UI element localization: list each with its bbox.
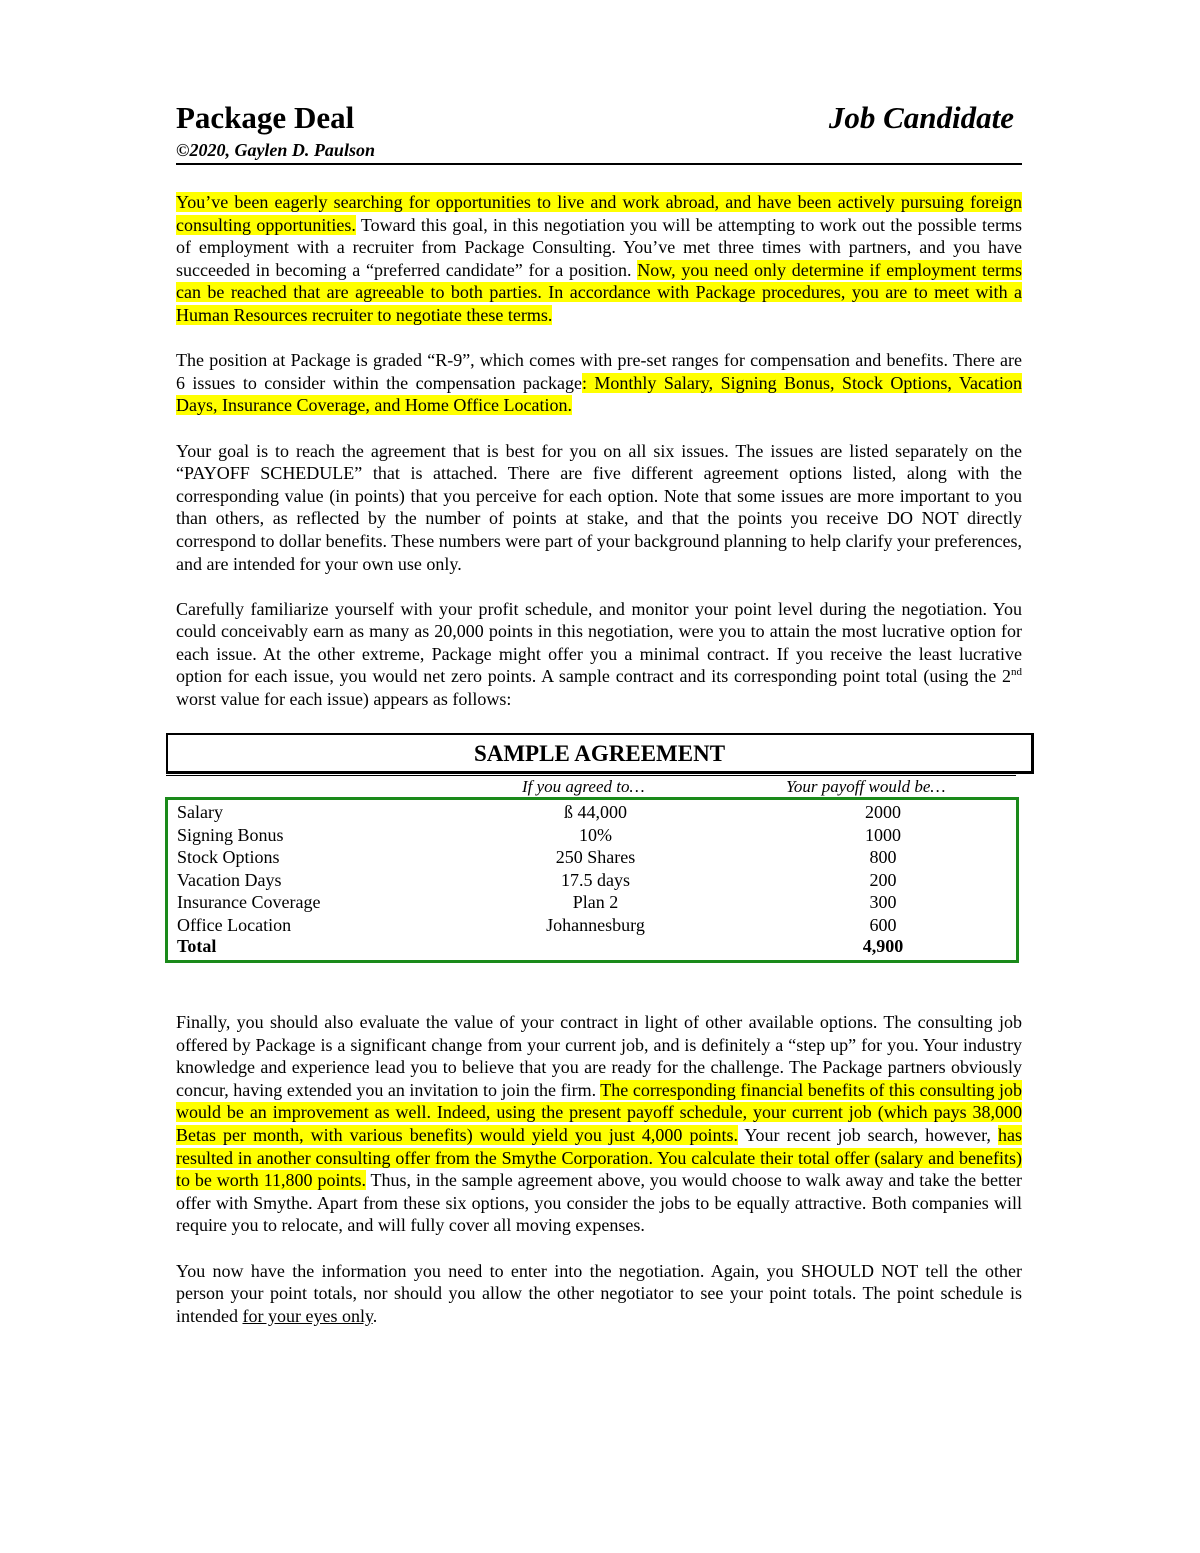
sample-agreement-header-box — [166, 733, 1034, 774]
closing-section — [176, 1011, 1022, 1327]
total-label: Total — [177, 936, 217, 956]
issue-cell: Stock Options — [177, 847, 280, 867]
document-page — [176, 98, 1022, 711]
paragraph-text: worst value for each issue) appears as follows: — [176, 689, 512, 710]
issue-cell: Vacation Days — [177, 869, 282, 890]
table-row — [168, 869, 1016, 892]
table-row — [168, 914, 1016, 937]
role-label: Job Candidate — [828, 100, 1014, 135]
copyright-line: ©2020, Gaylen D. Paulson — [176, 140, 375, 160]
table-row — [168, 824, 1016, 847]
paragraph-text: Carefully familiarize yourself with your profit schedule, and monitor your point level during the negotiation. You could conceivably earn as many as 20,000 points in this negotiation, were you to attain the most lucrative option for each issue. At the other extreme, Package might offer you a minimal contract. If you receive the least lucrative option for each issue, you would net zero points. A sample contract and its corresponding point total (using the 2 — [176, 598, 1022, 687]
table-row — [168, 801, 1016, 824]
closing-paragraph-2 — [176, 1260, 1022, 1328]
paragraph-text: Finally, you should also evaluate the value of your contract in light of other available options. The consulting job offered by Package is a significant change from your current job, and is definitely a “step up” for you. Your industry knowledge and experience lead you to believe that you are ready for the challenge. The Package partners obviously concur, having extended you an invitation to join the firm. — [176, 1012, 1022, 1100]
paragraph-text: You now have the information you need to enter into the negotiation. Again, you SHOULD NOT tell the other person your point totals, nor should you allow the other negotiator to see your point totals. The point schedule is intended — [176, 1260, 1022, 1326]
underlined-text: for your eyes only — [242, 1305, 373, 1326]
value-cell: Plan 2 — [572, 892, 619, 912]
column-header-agreed: If you agreed to… — [522, 777, 645, 796]
points-cell: 600 — [869, 914, 897, 935]
paragraph-text: Toward this goal, in this negotiation you will be attempting to work out the possible terms of employment with a recruiter from Package Consulting. You’ve met three times with partners, and you have succeeded in becoming a “preferred candidate” for a position. — [176, 214, 1022, 280]
highlighted-text: You’ve been eagerly searching for opportunities to live and work abroad, and have been actively pursuing foreign consulting opportunities. — [176, 192, 1022, 235]
value-cell: 10% — [579, 824, 612, 845]
table-row — [168, 846, 1016, 869]
header — [176, 98, 1022, 138]
points-cell: 1000 — [865, 824, 901, 845]
superscript: nd — [1011, 666, 1022, 679]
value-cell: ß 44,000 — [564, 802, 627, 822]
points-cell: 300 — [869, 892, 897, 912]
highlighted-text: has resulted in another consulting offer from the Smythe Corporation. You calculate their total offer (salary and benefits) to be worth 11,800 points. — [176, 1124, 1022, 1191]
paragraph-text: . — [372, 1305, 378, 1326]
table-row — [168, 891, 1016, 914]
document-title: Package Deal — [176, 100, 355, 135]
paragraph-text: Thus, in the sample agreement above, you would choose to walk away and take the better offer with Smythe. Apart from these six options, you consider the jobs to be equally attractive. Both companies will require you to relocate, and will fully cover all moving expenses. — [176, 1170, 1022, 1236]
intro-paragraph-3: Your goal is to reach the agreement that is best for you on all six issues. The issues are listed separately on the “PAYOFF SCHEDULE” that is attached. There are five different agreement options listed, along with the corresponding value (in points) that you perceive for each option. Note that some issues are more important to you than others, as reflected by the number of points at stake, and that the points you receive DO NOT directly correspond to dollar benefits. These numbers were part of your background planning to help clarify your preferences, and are intended for your own use only. — [176, 440, 1022, 574]
issue-cell: Insurance Coverage — [177, 892, 321, 912]
closing-paragraph-1 — [176, 1011, 1022, 1237]
value-cell: 17.5 days — [561, 869, 630, 890]
points-cell: 2000 — [865, 802, 901, 822]
intro-paragraph-2 — [176, 349, 1022, 417]
sample-agreement-table — [165, 797, 1019, 963]
issue-cell: Salary — [177, 802, 223, 822]
points-cell: 800 — [869, 847, 897, 867]
table-total-row — [168, 935, 1016, 958]
header-rule — [176, 163, 1022, 165]
value-cell: 250 Shares — [555, 847, 636, 867]
highlighted-text: : Monthly Salary, Signing Bonus, Stock Options, Vacation Days, Insurance Coverage, and Home Office Location. — [176, 372, 1022, 416]
sample-table-column-headers — [166, 775, 1016, 798]
intro-paragraph-1 — [176, 191, 1022, 327]
sample-agreement-title: SAMPLE AGREEMENT — [473, 741, 726, 766]
column-header-payoff: Your payoff would be… — [786, 777, 946, 796]
issue-cell: Signing Bonus — [177, 824, 284, 845]
highlighted-text: Now, you need only determine if employment terms can be reached that are agreeable to both parties. In accordance with Package procedures, you are to meet with a Human Resources recruiter to negotiate these terms. — [176, 259, 1022, 325]
intro-paragraph-4 — [176, 598, 1022, 711]
value-cell: Johannesburg — [546, 914, 645, 935]
highlighted-text: The corresponding financial benefits of this consulting job would be an improvement as well. Indeed, using the present payoff schedule, your current job (which pays 38,000 Betas per month, with various benefits) would yield you just 4,000 points. — [176, 1079, 1022, 1145]
points-cell: 200 — [869, 869, 897, 890]
paragraph-text: The position at Package is graded “R-9”, which comes with pre-set ranges for compensation and benefits. There are 6 issues to consider within the compensation package — [176, 350, 1022, 393]
total-points: 4,900 — [862, 936, 904, 956]
issue-cell: Office Location — [177, 914, 292, 935]
paragraph-text: Your recent job search, however, — [737, 1124, 998, 1145]
